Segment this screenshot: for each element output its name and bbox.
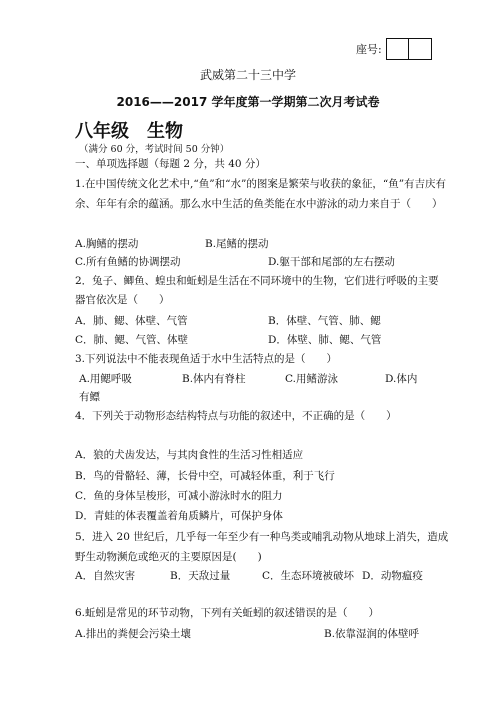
seat-number xyxy=(356,38,432,60)
school-name: 武威第二十三中学 xyxy=(199,68,296,82)
q3-option-d: D.体内 xyxy=(385,373,418,385)
q2-option-a: A．肺、鳃、体壁、气管 xyxy=(75,315,188,327)
exam-note: （满分 60 分，考试时间 50 分钟） xyxy=(79,144,230,155)
q1-option-a: A.胸鳍的摆动 xyxy=(75,238,139,250)
q2-stem-line2: 器官依次是（ ） xyxy=(75,294,170,306)
q1-option-b: B.尾鳍的摆动 xyxy=(205,238,269,250)
exam-title: 2016——2017 学年度第一学期第二次月考试卷 xyxy=(116,95,380,109)
q6-option-a: A.排出的粪便会污染土壤 xyxy=(75,628,191,640)
q6-stem: 6.蚯蚓是常见的环节动物，下列有关蚯蚓的叙述错误的是（ ） xyxy=(75,607,380,619)
section-title: 一、单项选择题（每题 2 分，共 40 分） xyxy=(75,158,266,170)
seat-box-1[interactable] xyxy=(387,39,409,59)
q4-option-c: C．鱼的身体呈梭形，可减小游泳时水的阻力 xyxy=(75,490,283,502)
q6-option-b: B.依靠湿润的体壁呼 xyxy=(324,628,420,640)
q5-option-c: C．生态环境被破坏 xyxy=(262,570,355,582)
q2-option-d: D．体壁、肺、鳃、气管 xyxy=(268,334,382,346)
q3-option-b: B.体内有脊柱 xyxy=(182,373,246,385)
grade-subject: 八年级 生物 xyxy=(75,121,183,142)
q1-option-d: D.躯干部和尾部的左右摆动 xyxy=(268,256,395,268)
seat-boxes[interactable] xyxy=(386,38,432,60)
seat-box-2[interactable] xyxy=(409,39,431,59)
q3-option-a: A.用鳃呼吸 xyxy=(79,373,132,385)
q2-stem-line1: 2．兔子、鲫鱼、蝗虫和蚯蚓是生活在不同环境中的生物，它们进行呼吸的主要 xyxy=(75,275,439,287)
seat-label: 座号: xyxy=(356,43,382,56)
q5-option-b: B．天敌过量 xyxy=(170,570,231,582)
q3-stem: 3.下列说法中不能表现鱼适于水中生活特点的是（ ） xyxy=(75,353,338,365)
q5-stem-line2: 野生动物濒危或绝灭的主要原因是( ) xyxy=(75,551,262,563)
q1-stem-line2: 余、年年有余的蕴涵。那么水中生活的鱼类能在水中游泳的动力来自于（ ） xyxy=(75,198,443,210)
q1-stem-line1: 1.在中国传统文化艺术中,“鱼”和“水”的图案是繁荣与收获的象征，“鱼”有吉庆有 xyxy=(75,178,447,190)
q3-option-d-continued: 有鳔 xyxy=(79,391,100,403)
q5-option-a: A．自然灾害 xyxy=(75,570,136,582)
q1-option-c: C.所有鱼鳍的协调摆动 xyxy=(75,256,181,268)
q4-option-b: B．鸟的骨骼轻、薄，长骨中空，可减轻体重，利于飞行 xyxy=(75,470,335,482)
q4-option-a: A．狼的犬齿发达，与其肉食性的生活习性相适应 xyxy=(75,449,304,461)
q5-stem-line1: 5．进入 20 世纪后，几乎每一年至少有一种鸟类或哺乳动物从地球上消失，造成 xyxy=(75,531,449,543)
q4-stem: 4．下列关于动物形态结构特点与功能的叙述中，不正确的是（ ） xyxy=(75,410,397,422)
q3-option-c: C.用鳍游泳 xyxy=(285,373,338,385)
q5-option-d: D．动物瘟疫 xyxy=(362,570,423,582)
q2-option-b: B．体壁、气管、肺、鳃 xyxy=(268,315,381,327)
q2-option-c: C．肺、鳃、气管、体壁 xyxy=(75,334,189,346)
q4-option-d: D．青蛙的体表覆盖着角质鳞片，可保护身体 xyxy=(75,510,283,522)
